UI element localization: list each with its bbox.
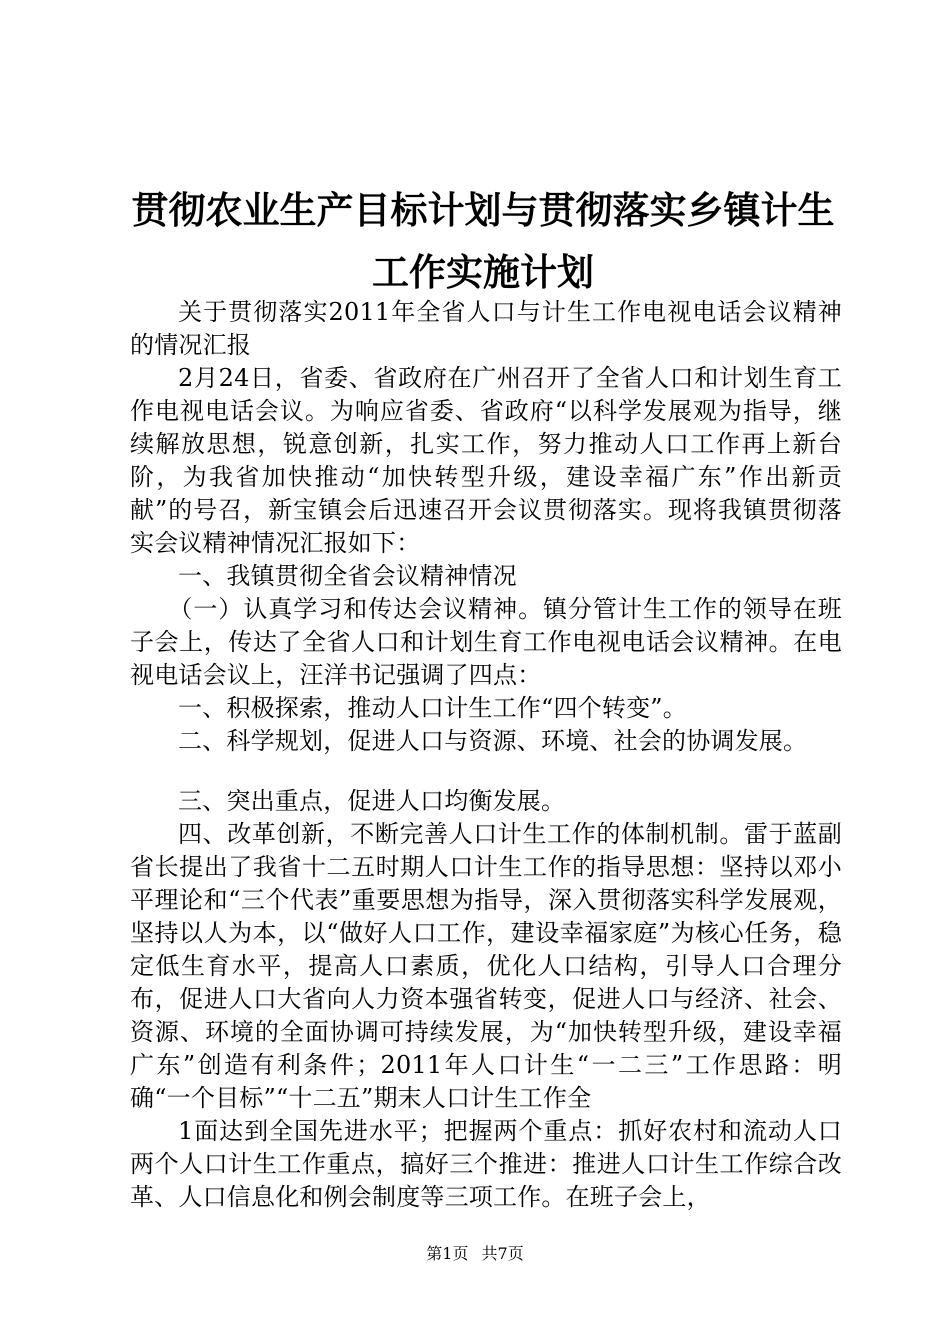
paragraph-point-one: 一、积极探索，推动人口计生工作“四个转变”。 — [178, 694, 687, 722]
paragraph-point-three: 三、突出重点，促进人口均衡发展。 — [178, 787, 566, 815]
document-title: 贯彻农业生产目标计划与贯彻落实乡镇计生工作实施计划 — [131, 189, 835, 294]
page-total: 共7页 — [481, 1244, 524, 1263]
paragraph-point-four: 四、改革创新，不断完善人口计生工作的体制机制。雷于蓝副省长提出了我省十二五时期人口计生工作的指导思想：坚持以邓小平理论和“三个代表”重要思想为指导，深入贯彻落实科学发展观，坚持以人为本，以“做好人口工作，建设幸福家庭”为核心任务，稳定低生育水平，提高人口素质，优化人口结构，引导人口合理分布，促进人口大省向人力资本强省转变，促进人口与经济、社会、资源、环境的全面协调可持续发展，为“加快转型升级，建设幸福广东”创造有利条件；2011年人口计生“一二三”工作思路：明确“一个目标”“十二五”期末人口计生工作全 — [130, 820, 842, 1112]
paragraph-intro: 2月24日，省委、省政府在广州召开了全省人口和计划生育工作电视电话会议。为响应省委、省政府“以科学发展观为指导，继续解放思想，锐意创新，扎实工作，努力推动人口工作再上新台阶，为我省加快推动“加快转型升级，建设幸福广东”作出新贡献”的号召，新宝镇会后迅速召开会议贯彻落实。现将我镇贯彻落实会议精神情况汇报如下： — [130, 364, 842, 557]
paragraph-continuation: 1面达到全国先进水平；把握两个重点：抓好农村和流动人口两个人口计生工作重点，搞好三个推进：推进人口计生工作综合改革、人口信息化和例会制度等三项工作。在班子会上， — [130, 1117, 842, 1211]
document-body — [130, 296, 842, 1214]
paragraph-section-one-heading: 一、我镇贯彻全省会议精神情况 — [178, 562, 517, 590]
page-footer — [0, 1244, 950, 1264]
paragraph-point-two: 二、科学规划，促进人口与资源、环境、社会的协调发展。 — [178, 727, 808, 755]
page-number: 第1页 — [426, 1244, 469, 1263]
paragraph-study-and-convey: （一）认真学习和传达会议精神。镇分管计生工作的领导在班子会上，传达了全省人口和计划生育工作电视电话会议精神。在电视电话会议上，汪洋书记强调了四点： — [130, 595, 842, 689]
paragraph-report-heading: 关于贯彻落实2011年全省人口与计生工作电视电话会议精神的情况汇报 — [130, 298, 842, 359]
